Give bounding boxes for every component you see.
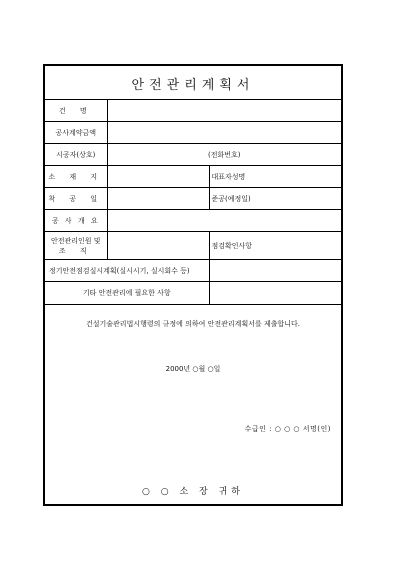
row-dates: [45, 188, 341, 210]
location-label: 소 재 지: [45, 166, 107, 188]
safety-staff-label-line2: 조 직: [58, 246, 93, 255]
regular-inspection-field[interactable]: [209, 260, 341, 282]
submission-statement: 건설기술관리법시행령의 규정에 의하여 안전관리계획서를 제출합니다.: [86, 320, 300, 328]
start-date-label: 착 공 일: [45, 188, 107, 210]
addressee: ○ ○ 소 장 귀하: [142, 487, 244, 497]
row-contract-amount: [45, 122, 341, 144]
row-contractor: [45, 144, 341, 166]
representative-label: 대표자성명: [209, 166, 341, 188]
project-name-field[interactable]: [107, 100, 341, 122]
overview-field[interactable]: [107, 210, 341, 232]
row-location: [45, 166, 341, 188]
plan-form-table: [45, 100, 341, 305]
phone-hint: (전화번호): [107, 144, 341, 166]
completion-date-label: 준공(예정일): [209, 188, 341, 210]
safety-staff-label-line1: 안전관리인원 및: [50, 236, 101, 245]
row-other-matters: [45, 282, 341, 305]
row-project-name: [45, 100, 341, 122]
safety-staff-field[interactable]: [107, 232, 209, 260]
regular-inspection-label: 정기안전점검실시계획(실시시기, 실시회수 등): [45, 260, 209, 282]
row-overview: [45, 210, 341, 232]
date-line: 2000년 ○월 ○일: [165, 365, 221, 373]
start-date-field[interactable]: [107, 188, 209, 210]
other-matters-label: 기타 안전관리에 필요한 사항: [45, 282, 209, 305]
location-field[interactable]: [107, 166, 209, 188]
safety-staff-label: [45, 232, 107, 260]
project-name-label: 건 명: [45, 100, 107, 122]
document-title: 안전관리계획서: [131, 78, 255, 93]
contract-amount-field[interactable]: [107, 122, 341, 144]
contractor-label: 시공자(상호): [45, 144, 107, 166]
contract-amount-label: 공사계약금액: [45, 122, 107, 144]
other-matters-field[interactable]: [209, 282, 341, 305]
row-regular-inspection: [45, 260, 341, 282]
inspection-items-label: 점검확인사항: [209, 232, 341, 260]
form-frame: [43, 64, 343, 506]
overview-label: 공 사 개 요: [45, 210, 107, 232]
applicant-signature: 수급인 : ○ ○ ○ 서명(인): [244, 425, 331, 433]
row-safety-staff: [45, 232, 341, 260]
